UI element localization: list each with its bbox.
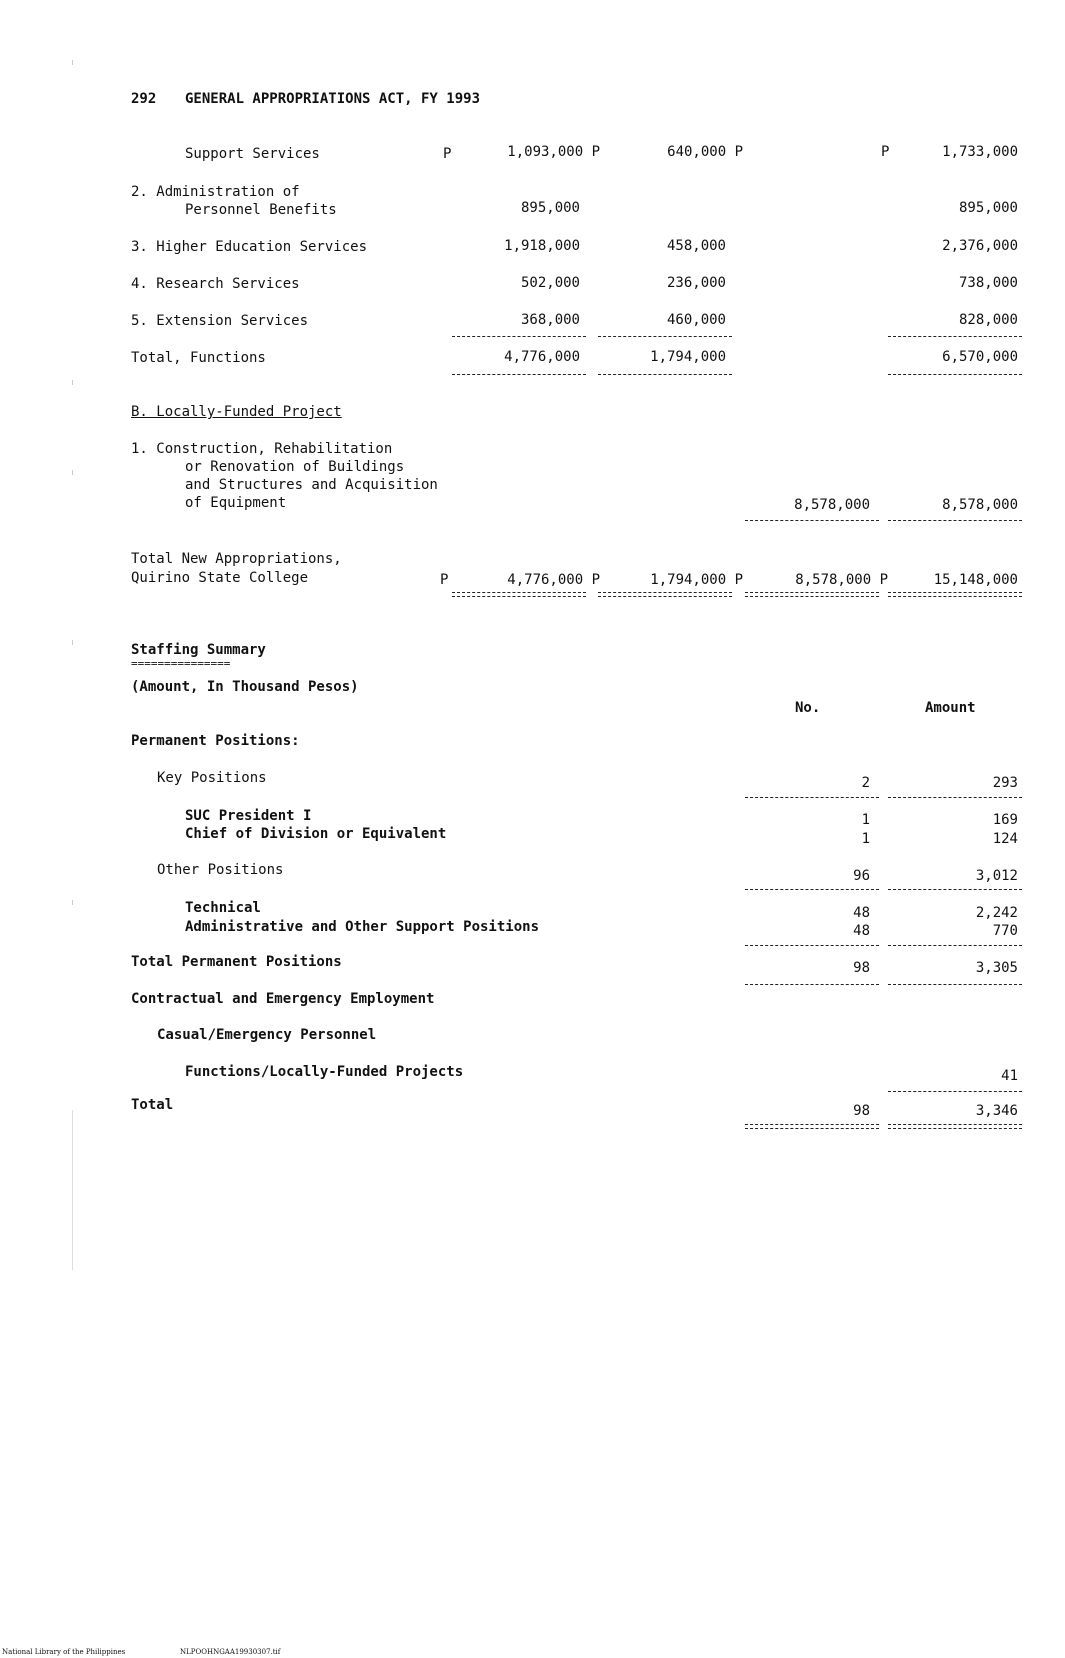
amount-c1: 895,000 xyxy=(520,200,580,216)
rule xyxy=(888,520,1022,521)
position-label: SUC President I xyxy=(185,808,312,824)
position-no: 1 xyxy=(861,831,870,847)
rule xyxy=(452,336,586,337)
rule xyxy=(888,336,1022,337)
total-new-c3: 8,578,000 P xyxy=(795,572,888,588)
peso-sign: P xyxy=(881,144,890,160)
amount-total: 1,733,000 xyxy=(942,144,1018,160)
casual-heading: Casual/Emergency Personnel xyxy=(157,1027,377,1043)
rule xyxy=(888,374,1022,375)
permanent-heading: Permanent Positions: xyxy=(131,733,300,749)
page-number: 292 xyxy=(131,91,157,107)
position-label: Administrative and Other Support Positions xyxy=(185,919,540,935)
contractual-heading: Contractual and Emergency Employment xyxy=(131,991,435,1007)
other-positions-label: Other Positions xyxy=(157,862,284,878)
staffing-title: Staffing Summary xyxy=(131,642,266,658)
rule xyxy=(888,984,1022,985)
rule xyxy=(598,374,732,375)
amount-c1: 1,093,000 P xyxy=(507,144,600,160)
column-header-no: No. xyxy=(795,700,821,716)
total-new-c2: 1,794,000 P xyxy=(650,572,743,588)
double-rule xyxy=(598,592,732,597)
row-label-research: 4. Research Services xyxy=(131,276,300,292)
rule xyxy=(745,984,879,985)
rule xyxy=(745,945,879,946)
total-functions-c2: 1,794,000 xyxy=(650,349,726,365)
project-c3: 8,578,000 xyxy=(794,497,870,513)
row-label-personnel-benefits: Personnel Benefits xyxy=(185,202,337,218)
staffing-title-rule: =============== xyxy=(131,657,231,670)
position-no: 1 xyxy=(861,812,870,828)
double-rule xyxy=(745,1124,879,1129)
scan-speck xyxy=(72,380,73,385)
position-amount: 124 xyxy=(992,831,1018,847)
peso-sign: P xyxy=(440,572,449,588)
scan-speck xyxy=(72,900,73,905)
scan-speck xyxy=(72,640,73,645)
rule xyxy=(452,374,586,375)
total-permanent-label: Total Permanent Positions xyxy=(131,954,342,970)
amount-total: 828,000 xyxy=(958,312,1018,328)
amount-c1: 1,918,000 xyxy=(504,238,580,254)
total-new-total: 15,148,000 xyxy=(933,572,1018,588)
key-positions-label: Key Positions xyxy=(157,770,267,786)
total-amount: 3,346 xyxy=(975,1103,1018,1119)
other-positions-amount: 3,012 xyxy=(975,868,1018,884)
amount-c2: 460,000 xyxy=(666,312,726,328)
double-rule xyxy=(452,592,586,597)
amount-c1: 502,000 xyxy=(520,275,580,291)
rule xyxy=(888,945,1022,946)
rule xyxy=(888,797,1022,798)
row-label-higher-education: 3. Higher Education Services xyxy=(131,239,368,255)
total-functions-c1: 4,776,000 xyxy=(504,349,580,365)
position-no: 48 xyxy=(853,905,870,921)
rule xyxy=(745,520,879,521)
project-line: and Structures and Acquisition xyxy=(185,477,438,493)
functions-projects-label: Functions/Locally-Funded Projects xyxy=(185,1064,464,1080)
amount-c2: 236,000 xyxy=(666,275,726,291)
amount-total: 738,000 xyxy=(958,275,1018,291)
footer-file: NLPOOHNGAA19930307.tif xyxy=(180,1648,281,1656)
other-positions-no: 96 xyxy=(853,868,870,884)
row-label-administration: 2. Administration of xyxy=(131,184,300,200)
scan-speck xyxy=(72,1110,73,1270)
rule xyxy=(745,797,879,798)
amount-c2: 458,000 xyxy=(666,238,726,254)
total-functions-total: 6,570,000 xyxy=(942,349,1018,365)
total-no: 98 xyxy=(853,1103,870,1119)
total-new-c1: 4,776,000 P xyxy=(507,572,600,588)
project-total: 8,578,000 xyxy=(942,497,1018,513)
amount-c1: 368,000 xyxy=(520,312,580,328)
rule xyxy=(888,889,1022,890)
scan-speck xyxy=(72,470,73,475)
project-line: 1. Construction, Rehabilitation xyxy=(131,441,393,457)
project-line: of Equipment xyxy=(185,495,287,511)
row-label-support-services: Support Services xyxy=(185,146,320,162)
column-header-amount: Amount xyxy=(925,700,976,716)
total-functions-label: Total, Functions xyxy=(131,350,266,366)
position-amount: 2,242 xyxy=(975,905,1018,921)
amount-total: 895,000 xyxy=(958,200,1018,216)
peso-sign: P xyxy=(443,146,452,162)
position-amount: 169 xyxy=(992,812,1018,828)
total-new-college: Quirino State College xyxy=(131,570,309,586)
total-label: Total xyxy=(131,1097,174,1113)
row-label-extension: 5. Extension Services xyxy=(131,313,309,329)
total-permanent-amount: 3,305 xyxy=(975,960,1018,976)
rule xyxy=(598,336,732,337)
page-title: GENERAL APPROPRIATIONS ACT, FY 1993 xyxy=(185,91,481,107)
key-positions-no: 2 xyxy=(861,775,870,791)
position-label: Chief of Division or Equivalent xyxy=(185,826,447,842)
total-permanent-no: 98 xyxy=(853,960,870,976)
scan-speck xyxy=(72,60,73,65)
position-amount: 770 xyxy=(992,923,1018,939)
double-rule xyxy=(888,1124,1022,1129)
project-heading: B. Locally-Funded Project xyxy=(131,404,342,420)
rule xyxy=(888,1091,1022,1092)
key-positions-amount: 293 xyxy=(992,775,1018,791)
position-label: Technical xyxy=(185,900,261,916)
amount-c2: 640,000 P xyxy=(667,144,743,160)
footer-library: National Library of the Philippines xyxy=(2,1648,126,1656)
rule xyxy=(745,889,879,890)
total-new-label: Total New Appropriations, xyxy=(131,551,342,567)
position-no: 48 xyxy=(853,923,870,939)
double-rule xyxy=(888,592,1022,597)
functions-projects-amount: 41 xyxy=(1001,1068,1018,1084)
staffing-subtitle: (Amount, In Thousand Pesos) xyxy=(131,679,359,695)
amount-total: 2,376,000 xyxy=(942,238,1018,254)
double-rule xyxy=(745,592,879,597)
project-line: or Renovation of Buildings xyxy=(185,459,405,475)
